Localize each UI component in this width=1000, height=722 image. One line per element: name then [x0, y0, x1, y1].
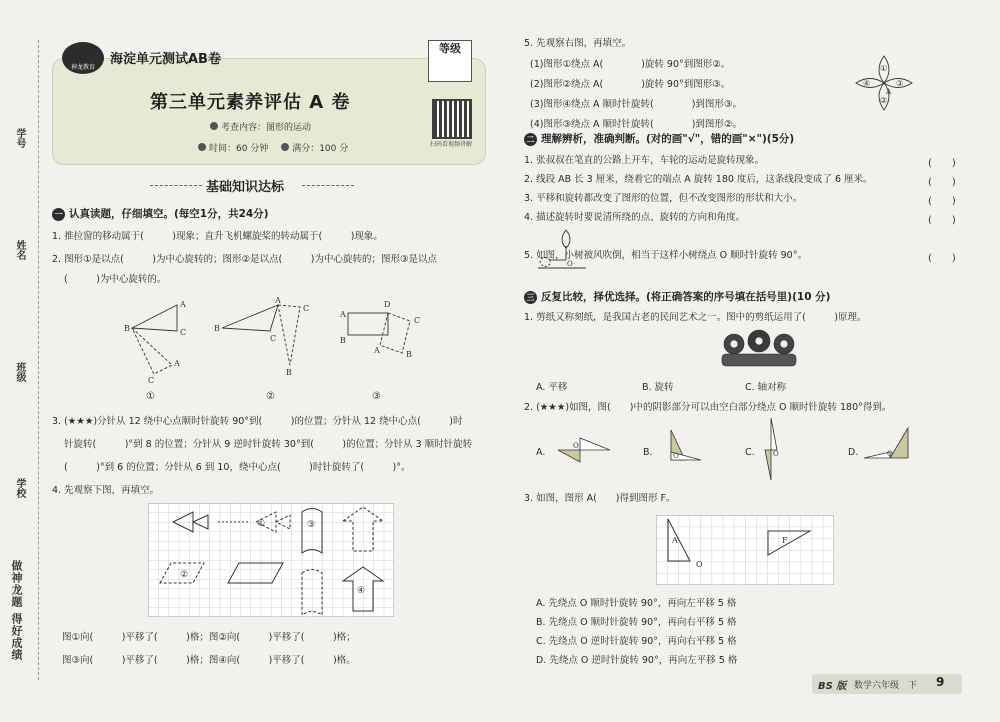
choice-q1-opt-a: A. 平移 — [536, 382, 568, 393]
qr-caption: 扫码看视频讲解 — [430, 141, 473, 148]
q2-option-b-figure — [655, 424, 705, 468]
svg-text:A: A — [275, 296, 281, 305]
scope-line — [210, 120, 311, 133]
part1-num: 一 — [52, 208, 65, 221]
q2-option-d-figure — [860, 422, 914, 466]
choice-q3-opt-a: A. 先绕点 O 顺时针旋转 90°，再向左平移 5 格 — [536, 598, 737, 609]
grid-label-1: ① — [257, 519, 266, 529]
petal-label-2: ② — [880, 96, 888, 105]
choice-q2-opt-a: A. — [536, 447, 546, 458]
q2-option-c-figure — [757, 416, 787, 482]
judge-item-1: 1. 张叔叔在笔直的公路上开车，车轮的运动是旋转现象。 — [524, 155, 765, 166]
judge-answer-5[interactable]: ( ) — [928, 253, 956, 264]
svg-text:C: C — [180, 328, 187, 337]
clock-icon — [198, 143, 206, 151]
logo-text: 神龙教育 — [70, 64, 95, 71]
judge-item-4: 4. 描述旋转时要说清所绕的点、旋转的方向和角度。 — [524, 212, 746, 223]
petal-label-a: A — [886, 88, 892, 96]
figure-3 — [339, 300, 420, 359]
q1-text: 1. 推拉窗的移动属于( )现象；直升飞机螺旋桨的转动属于( )现象。 — [52, 231, 383, 242]
q3-label-a: A — [672, 536, 678, 545]
svg-text:B: B — [286, 368, 292, 377]
judge-item-3: 3. 平移和旋转都改变了图形的位置，但不改变图形的形状和大小。 — [524, 193, 803, 204]
q5-line2: (2)图形②绕点 A( )旋转 90°到图形③。 — [530, 79, 731, 90]
footer-book: 数学六年级 下 — [854, 681, 918, 691]
section-divider-left — [150, 185, 202, 186]
figure-label-2: ② — [266, 391, 275, 402]
score-text: 满分：100 分 — [292, 144, 349, 154]
choice-q1: 1. 剪纸又称刻纸，是我国古老的民间艺术之一。图中的剪纸运用了( )原理。 — [524, 312, 867, 323]
svg-text:B: B — [214, 324, 220, 333]
q4-fill-line1: 图①向( )平移了( )格；图②向( )平移了( )格； — [62, 632, 356, 643]
sidebar-class: 班级 — [14, 362, 25, 382]
svg-text:O: O — [573, 442, 579, 450]
q3-label-o: O — [696, 560, 703, 569]
petal-label-4: ④ — [863, 79, 871, 88]
svg-text:C: C — [270, 334, 277, 343]
svg-text:C: C — [414, 316, 421, 325]
q5-line4: (4)图形③绕点 A 顺时针旋转( )到图形②。 — [530, 119, 742, 130]
petal-label-3: ③ — [896, 79, 904, 88]
q5-title: 5. 先观察右图，再填空。 — [524, 38, 632, 49]
choice-q3-opt-c: C. 先绕点 O 逆时针旋转 90°，再向右平移 5 格 — [536, 636, 737, 647]
svg-text:B: B — [124, 324, 130, 333]
part3-num: 三 — [524, 291, 537, 304]
page-title: 第三单元素养评估 A 卷 — [150, 92, 351, 113]
part2-title: 理解辨析，准确判断。(对的画"√"，错的画"×")(5分) — [541, 133, 795, 145]
q5-line1: (1)图形①绕点 A( )旋转 90°到图形②。 — [530, 59, 731, 70]
sidebar-school: 学校 — [14, 478, 25, 498]
judge-answer-1[interactable]: ( ) — [928, 158, 956, 169]
sidebar-name: 姓名 — [14, 240, 25, 260]
part2-num: 二 — [524, 133, 537, 146]
score-icon — [281, 143, 289, 151]
figure-1 — [124, 300, 186, 385]
section-divider-right — [302, 185, 354, 186]
q3-line3: ( )°到 6 的位置；分针从 6 到 10，绕中心点( )时针旋转了( )°。 — [64, 462, 411, 473]
figure-2 — [214, 296, 309, 377]
q4-text: 4. 先观察下图，再填空。 — [52, 485, 160, 496]
grid-label-3: ③ — [307, 520, 316, 530]
brand-logo — [62, 42, 104, 74]
choice-q3: 3. 如图，图形 A( )得到图形 F。 — [524, 493, 676, 504]
time-text: 时间：60 分钟 — [209, 144, 269, 154]
choice-q2-opt-c: C. — [745, 447, 755, 458]
choice-q2-opt-d: D. — [848, 447, 859, 458]
part3-title: 反复比较，择优选择。(将正确答案的序号填在括号里)(10 分) — [541, 291, 831, 303]
grid-label-4: ④ — [357, 586, 366, 596]
grid-label-2: ② — [180, 570, 189, 580]
svg-text:O: O — [887, 450, 893, 458]
q2-figures — [110, 295, 450, 405]
part3-heading — [524, 289, 830, 304]
q3-label-f: F — [782, 536, 788, 545]
judge-answer-4[interactable]: ( ) — [928, 215, 956, 226]
part1-heading — [52, 206, 269, 221]
grade-box — [428, 40, 472, 82]
figure-label-1: ① — [146, 391, 155, 402]
svg-text:A: A — [374, 346, 380, 355]
info-icon — [210, 122, 218, 130]
q4-grid-figure — [148, 503, 394, 617]
scope-text: 考查内容：图形的运动 — [221, 123, 312, 133]
q2-option-a-figure — [552, 432, 614, 468]
q3-line2: 针旋转( )°到 8 的位置；分针从 9 逆时针旋转 30°到( )的位置；分针从 3 顺时针旋转 — [64, 439, 473, 450]
svg-text:O: O — [567, 260, 573, 268]
svg-text:O: O — [673, 452, 679, 460]
judge-item-2: 2. 线段 AB 长 3 厘米，绕着它的端点 A 旋转 180 度后，这条线段变成了 6 厘米。 — [524, 174, 873, 185]
section-title: 基础知识达标 — [206, 180, 285, 195]
svg-text:B: B — [406, 350, 412, 359]
choice-q3-opt-d: D. 先绕点 O 逆时针旋转 90°，再向左平移 5 格 — [536, 655, 738, 666]
q4-fill-line2: 图③向( )平移了( )格；图④向( )平移了( )格。 — [62, 655, 356, 666]
brand-title: 海淀单元测试AB卷 — [110, 52, 221, 67]
q3-grid-figure — [656, 515, 834, 585]
svg-text:C: C — [303, 304, 310, 313]
q2-line2: ( )为中心旋转的。 — [64, 274, 167, 285]
page-number: 9 — [936, 675, 945, 689]
part1-title: 认真读题，仔细填空。(每空1分，共24分) — [69, 208, 269, 220]
qr-code — [432, 99, 472, 139]
binding-line — [38, 40, 40, 680]
judge-answer-2[interactable]: ( ) — [928, 177, 956, 188]
petal-label-1: ① — [880, 64, 888, 73]
svg-text:A: A — [340, 310, 346, 319]
papercut-figure — [716, 328, 802, 370]
part2-heading — [524, 131, 794, 146]
q2-line1: 2. 图形①是以点( )为中心旋转的；图形②是以点( )为中心旋转的；图形③是以点 — [52, 254, 437, 265]
choice-q2: 2. (★★★)如图，图( )中的阴影部分可以由空白部分绕点 O 顺时针旋转 180°得到。 — [524, 402, 892, 413]
time-line — [198, 141, 348, 154]
svg-text:B: B — [340, 336, 346, 345]
svg-text:C: C — [148, 376, 155, 385]
sidebar-slogan: 做神龙题 得好成绩 — [10, 560, 23, 661]
svg-text:A: A — [180, 300, 186, 309]
grade-label: 等级 — [439, 42, 461, 55]
judge-answer-3[interactable]: ( ) — [928, 196, 956, 207]
judge-item-5: 5. 如图，小树被风吹倒，相当于这样小树绕点 O 顺时针旋转 90°。 — [524, 250, 807, 261]
footer-edition: BS 版 — [818, 681, 847, 692]
svg-text:D: D — [384, 300, 391, 309]
svg-text:O: O — [773, 450, 779, 458]
q5-petal-figure — [852, 54, 916, 112]
sidebar-student-id: 学号 — [14, 128, 25, 148]
choice-q2-opt-b: B. — [643, 447, 653, 458]
figure-label-3: ③ — [372, 391, 381, 402]
svg-text:A: A — [174, 359, 180, 368]
choice-q1-opt-b: B. 旋转 — [642, 382, 674, 393]
q5-line3: (3)图形④绕点 A 顺时针旋转( )到图形③。 — [530, 99, 742, 110]
choice-q1-opt-c: C. 轴对称 — [745, 382, 787, 393]
choice-q3-opt-b: B. 先绕点 O 顺时针旋转 90°，再向右平移 5 格 — [536, 617, 737, 628]
q3-line1: 3. (★★★)分针从 12 绕中心点顺时针旋转 90°到( )的位置；分针从 12 绕中心点( )时 — [52, 416, 463, 427]
